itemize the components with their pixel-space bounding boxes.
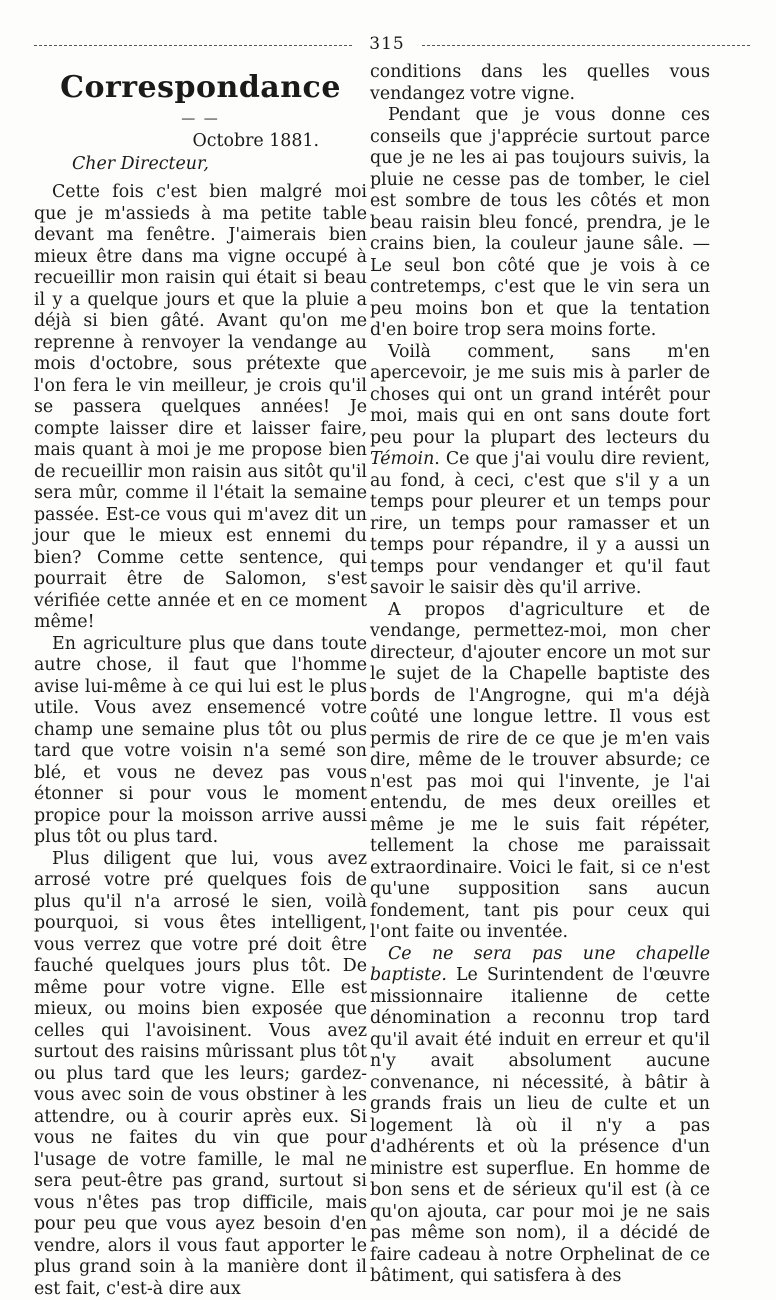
paragraph: Plus diligent que lui, vous avez arrosé votre pré quelques fois de plus qu'il n'a arrosé le sien, voilà pourquoi, si vous êtes intelligent, vous verrez que votre pré doit être fauché quelques jours plus tôt. De même pour votre vigne. Elle est mieux, ou moins bien exposée que celles qui l'avoisinent. Vous avez surtout des raisins mûrissant plus tôt ou plus tard que les leurs; gardez-vous avec soin de vous obstiner à les attendre, ou à courir après eux. Si vous ne faites du vin que pour l'usage de votre famille, le mal ne sera peut-être pas grand, surtout si vous n'êtes pas trop difficile, mais pour peu que vous ayez besoin d'en vendre, alors il vous faut apporter le plus grand soin à la manière dont il est fait, c'est-à dire aux xyxy=(34,849,367,1300)
paragraph: Cette fois c'est bien malgré moi que je m'assieds à ma petite table devant ma fenêtre. J'aimerais bien mieux être dans ma vigne occupé à recueillir mon raisin qui était si beau il y a quelque jours et que la pluie a déjà si bien gâté. Avant qu'on me reprenne à renvoyer la vendange au mois d'octobre, sous prétexte que l'on fera le vin meilleur, je crois qu'il se passera quelques années! Je compte laisser dire et laisser faire, mais quant à moi je me propose bien de recueillir mon raisin aus sitôt qu'il sera mûr, comme il l'était la semaine passée. Est-ce vous qui m'avez dit un jour que le mieux est ennemi du bien? Comme cette sentence, qui pourrait être de Salomon, s'est vérifiée cette année et en ce moment même! xyxy=(34,182,367,634)
letter-date: Octobre 1881. xyxy=(34,130,367,152)
right-column xyxy=(370,62,710,1288)
paragraph-text: Le Surintendent de l'œuvre missionnaire italienne de cette dénomination a reconnu trop tard qu'il avait été induit en erreur et qu'il n'y avait absolument aucune convenance, ni nécessité, à bâtir à grands frais un lieu de culte et un logement là où il n'y a pas d'adhérents et où la présence d'un ministre est superflue. En homme de bon sens et de sérieux qu'il est (à ce qu'on ajouta, car pour moi je ne sais pas même son nom), il a décidé de faire cadeau à notre Orphelinat de ce bâtiment, qui satisfera à des xyxy=(370,965,710,1286)
left-column xyxy=(34,62,367,1300)
paragraph: A propos d'agriculture et de vendange, permettez-moi, mon cher directeur, d'ajouter encore un mot sur le sujet de la Chapelle baptiste des bords de l'Angrogne, qui m'a déjà coûté une longue lettre. Il vous est permis de rire de ce que je m'en vais dire, même de le trouver absurde; ce n'est pas moi qui l'invente, je l'ai entendu, de mes deux oreilles et même je me le suis fait répéter, tellement la chose me paraissait extraordinaire. Voici le fait, si ce n'est qu'une supposition sans aucun fondement, tant pis pour ceux qui l'ont faite ou inventée. xyxy=(370,600,710,944)
header-rule-right xyxy=(422,45,750,46)
paragraph-text: Voilà comment, sans m'en apercevoir, je me suis mis à parler de choses qui ont un grand intérêt pour moi, mais qui en ont sans doute fort peu pour la plupart des lecteurs du xyxy=(370,342,710,448)
title-rule: — — xyxy=(34,110,367,128)
article-title: Correspondance xyxy=(34,68,367,108)
page-header xyxy=(34,34,750,56)
header-rule-left xyxy=(34,45,352,46)
paragraph xyxy=(370,944,710,1288)
emphasis-sentence: Ce ne sera pas une chapelle baptiste. xyxy=(370,944,710,986)
paragraph xyxy=(370,342,710,600)
paragraph: Pendant que je vous donne ces conseils que j'apprécie surtout parce que je ne les ai pas toujours suivis, la pluie ne cesse pas de tomber, le ciel est sombre de tous les côtés et mon beau raisin bleu foncé, prendra, je le crains bien, la couleur jaune sâle. — Le seul bon côté que je vois à ce contretemps, c'est que le vin sera un peu moins bon et que la tentation d'en boire trop sera moins forte. xyxy=(370,105,710,342)
paragraph-continuation: conditions dans les quelles vous vendangez votre vigne. xyxy=(370,62,710,105)
journal-name: Témoin xyxy=(370,449,434,469)
page-number: 315 xyxy=(352,34,422,54)
paragraph-text: . Ce que j'ai voulu dire revient, au fond, à ceci, c'est que s'il y a un temps pour pleurer et un temps pour rire, un temps pour ramasser et un temps pour répandre, il y a aussi un temps pour vendanger et qu'il faut savoir le saisir dès qu'il arrive. xyxy=(370,449,710,598)
letter-greeting: Cher Directeur, xyxy=(34,152,367,176)
paragraph: En agriculture plus que dans toute autre chose, il faut que l'homme avise lui-même à ce qui lui est le plus utile. Vous avez ensemencé votre champ une semaine plus tôt ou plus tard que votre voisin n'a semé son blé, et vous ne devez pas vous étonner si pour vous le moment propice pour la moisson arrive aussi plus tôt ou plus tard. xyxy=(34,634,367,849)
